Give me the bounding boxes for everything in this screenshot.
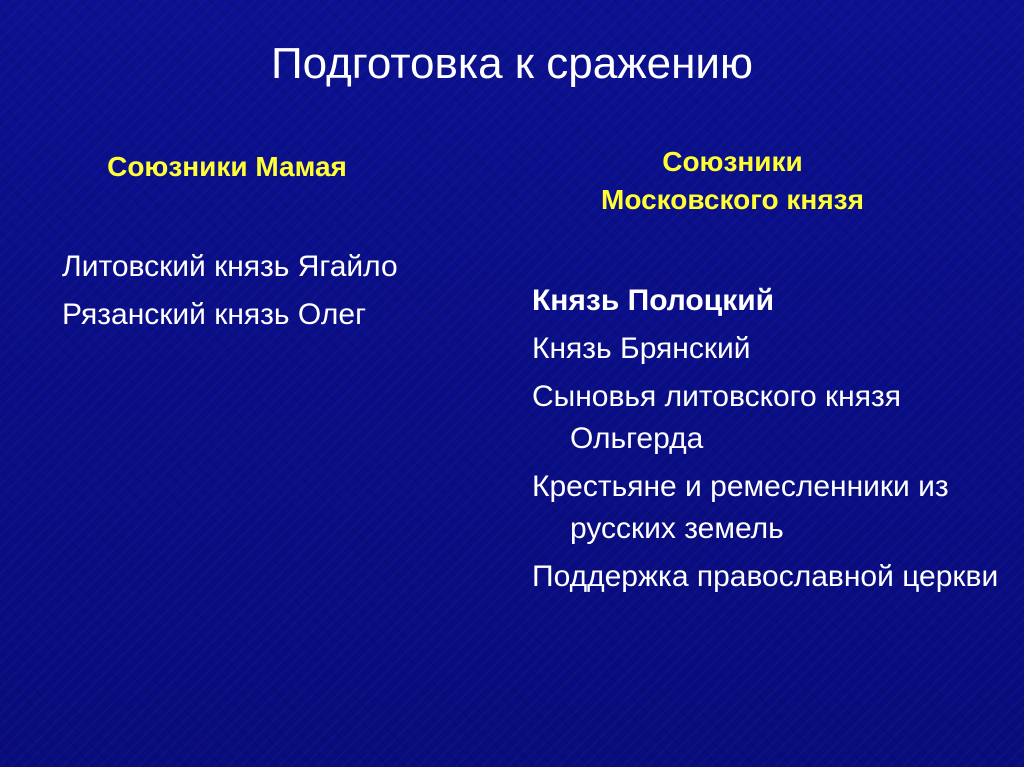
list-item: Литовский князь Ягайло [62,250,398,283]
moscow-allies-list [532,280,1012,604]
moscow-allies-heading [545,143,920,219]
mamai-allies-heading: Союзники Мамая [107,151,347,182]
mamai-allies-list [62,246,502,342]
list-item: Поддержка православной церкви [532,560,999,593]
moscow-allies-heading-line1: Союзники [662,146,803,177]
list-item: Князь Брянский [532,332,751,365]
slide-title: Подготовка к сражению [270,39,753,88]
list-item: Рязанский князь Олег [62,298,367,331]
moscow-allies-heading-line2: Московского князя [601,184,864,215]
list-item: Крестьяне и ремесленники из русских земель [532,470,949,545]
list-item: Сыновья литовского князя Ольгерда [532,380,901,455]
list-item: Князь Полоцкий [532,284,775,317]
